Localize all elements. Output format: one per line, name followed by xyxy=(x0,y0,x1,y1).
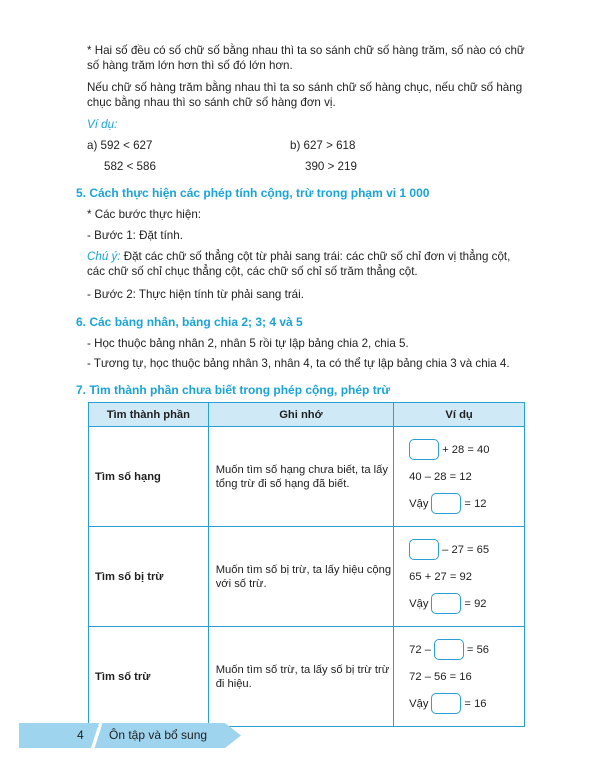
example-line-3-suffix: = 92 xyxy=(464,597,487,610)
steps-label: * Các bước thực hiện: xyxy=(87,208,201,221)
page-number: 4 xyxy=(77,728,84,742)
blank-box xyxy=(409,539,439,560)
row-name: Tìm số trừ xyxy=(89,627,209,727)
example-label: Ví dụ: xyxy=(87,118,118,131)
row-note: Muốn tìm số trừ, ta lấy số bị trừ trừ đi hiệu. xyxy=(208,627,393,727)
table-row xyxy=(89,427,525,527)
intro-paragraph-1: * Hai số đều có số chữ số bằng nhau thì ta so sánh chữ số hàng trăm, số nào có chữ số hàng trăm lớn hơn thì số đó lớn hơn. xyxy=(87,44,525,72)
example-a2: 582 < 586 xyxy=(104,160,156,173)
example-b1: b) 627 > 618 xyxy=(290,139,356,152)
note-label: Chú ý: xyxy=(87,250,121,263)
table-row xyxy=(89,527,525,627)
example-line-3-prefix: Vậy xyxy=(409,497,429,510)
example-line-2: 65 + 27 = 92 xyxy=(409,570,472,583)
table-row xyxy=(89,627,525,727)
header-note: Ghi nhớ xyxy=(208,403,393,427)
example-line-3-suffix: = 12 xyxy=(464,497,487,510)
chapter-title: Ôn tập và bổ sung xyxy=(109,728,208,742)
example-line-2: 72 – 56 = 16 xyxy=(409,670,472,683)
blank-box xyxy=(409,439,439,460)
example-line-1-prefix: 72 – xyxy=(409,643,431,656)
row-example xyxy=(394,427,525,527)
blank-box xyxy=(431,493,461,514)
unknown-component-table xyxy=(88,402,525,727)
intro-paragraph-2: Nếu chữ số hàng trăm bằng nhau thì ta so sánh chữ số hàng chục, nếu chữ số hàng chục bằng nhau thì so sánh chữ số hàng đơn vị. xyxy=(87,81,523,109)
blank-box xyxy=(431,593,461,614)
row-note: Muốn tìm số bị trừ, ta lấy hiệu cộng với số trừ. xyxy=(208,527,393,627)
section-6-title: 6. Các bảng nhân, bảng chia 2; 3; 4 và 5 xyxy=(76,315,303,329)
example-line-3-prefix: Vậy xyxy=(409,697,429,710)
note-text: Đặt các chữ số thẳng cột từ phải sang trái: các chữ số chỉ đơn vị thẳng cột, các chữ số chỉ chục thẳng cột, các chữ số chỉ số trăm thẳng cột. xyxy=(87,250,511,278)
example-line-1: – 27 = 65 xyxy=(442,543,490,556)
example-a1: a) 592 < 627 xyxy=(87,139,153,152)
section-7-title: 7. Tìm thành phần chưa biết trong phép cộng, phép trừ xyxy=(76,383,391,397)
example-line-3-suffix: = 16 xyxy=(464,697,487,710)
step-1: - Bước 1: Đặt tính. xyxy=(87,229,183,242)
example-line-1-suffix: = 56 xyxy=(466,643,490,656)
example-b2: 390 > 219 xyxy=(305,160,357,173)
example-line-3-prefix: Vậy xyxy=(409,597,429,610)
section-5-title: 5. Cách thực hiện các phép tính cộng, trừ trong phạm vi 1 000 xyxy=(76,186,430,200)
note-paragraph xyxy=(87,249,527,279)
blank-box xyxy=(431,693,461,714)
section-6-line-1: - Học thuộc bảng nhân 2, nhân 5 rồi tự lập bảng chia 2, chia 5. xyxy=(87,337,409,350)
example-line-1: + 28 = 40 xyxy=(442,443,490,456)
header-example: Ví dụ xyxy=(394,403,525,427)
row-name: Tìm số hạng xyxy=(89,427,209,527)
step-2: - Bước 2: Thực hiện tính từ phải sang trái. xyxy=(87,288,304,301)
header-component: Tìm thành phần xyxy=(89,403,209,427)
example-line-2: 40 – 28 = 12 xyxy=(409,470,472,483)
row-name: Tìm số bị trừ xyxy=(89,527,209,627)
table-header-row xyxy=(89,403,525,427)
row-example xyxy=(394,527,525,627)
section-6-line-2: - Tương tự, học thuộc bảng nhân 3, nhân 4, ta có thể tự lập bảng chia 3 và chia 4. xyxy=(87,357,510,370)
row-example xyxy=(394,627,525,727)
row-note: Muốn tìm số hạng chưa biết, ta lấy tổng trừ đi số hạng đã biết. xyxy=(208,427,393,527)
page-footer xyxy=(19,723,243,748)
blank-box xyxy=(434,639,464,660)
